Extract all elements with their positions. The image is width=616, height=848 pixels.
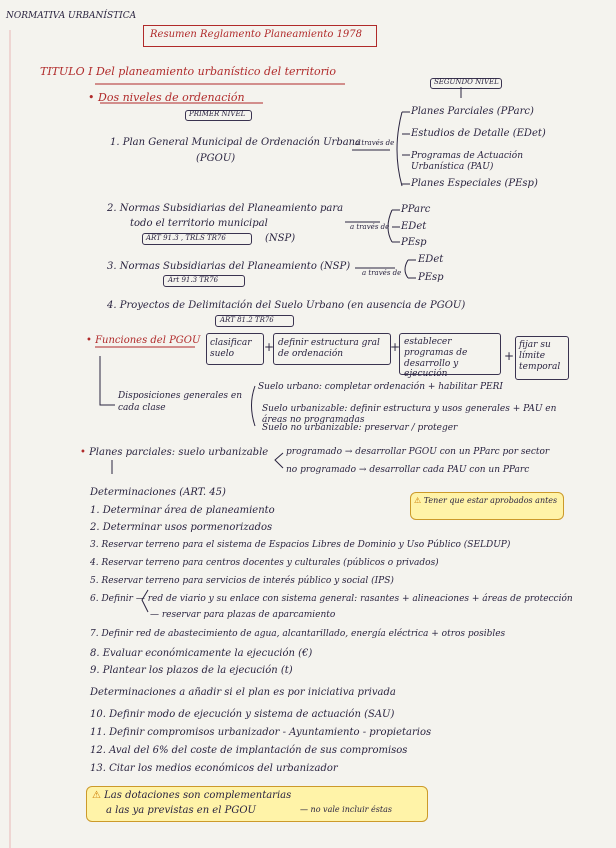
segundo-item-4: Planes Especiales (PEsp) [411,178,538,189]
bullet-dot-icon: • [86,335,96,346]
warning-extra: — no vale incluir éstas [300,805,392,814]
nsp-subtitle: todo el territorio municipal [130,218,268,229]
nsp-abbr: (NSP) [265,233,296,244]
det-item-7: 7. Definir red de abastecimiento de agua, alcantarillado, energía eléctrica + otros posibles [90,629,506,639]
nsp3-art: Art 91.3 TR76 [168,276,219,284]
funcion-2: definir estructura gral de ordenación [278,338,380,360]
determinaciones-heading: Determinaciones (ART. 45) [90,487,226,498]
planes-parciales-heading: • Planes parciales: suelo urbanizable [80,447,269,458]
funcion-3: establecer programas de desarrollo y ejecución [404,337,468,380]
psdu-art: ART 81.2 TR76 [220,316,274,324]
nsp3-target-2: PEsp [418,272,444,283]
funciones-heading: • Funciones del PGOU [86,335,201,346]
nsp-target-1: PParc [401,204,431,215]
titulo-heading: TITULO I Del planeamiento urbanístico del territorio [40,65,337,78]
nsp-target-2: EDet [401,221,427,232]
warning-line-2: a las ya previstas en el PGOU [106,805,256,816]
ini-item-10: 10. Definir modo de ejecución y sistema de actuación (SAU) [90,709,395,720]
iniciativa-heading: Determinaciones a añadir si el plan es por iniciativa privada [90,687,396,698]
nsp3-title: 3. Normas Subsidiarias del Planeamiento (NSP) [107,261,351,272]
determinaciones-note-text: ⚠ Tener que estar aprobados antes [414,496,558,505]
disposicion-2: Suelo urbanizable: definir estructura y usos generales + PAU en áreas no programadas [262,404,557,426]
bullet-dot-icon: • [80,447,90,458]
det-item-4: 4. Reservar terreno para centros docentes y culturales (públicos o privados) [90,558,439,568]
a-traves-2: a través de [350,223,390,231]
plus-1: + [264,340,275,354]
a-traves-1: a través de [355,139,395,147]
funcion-4: fijar su límite temporal [519,340,561,372]
nsp-title: 2. Normas Subsidiarias del Planeamiento para [107,203,344,214]
subject-header: NORMATIVA URBANÍSTICA [6,11,137,21]
pgou-abbr: (PGOU) [196,153,236,164]
psdu-title: 4. Proyectos de Delimitación del Suelo Urbano (en ausencia de PGOU) [107,300,466,311]
disposicion-1: Suelo urbano: completar ordenación + habilitar PERI [258,382,503,392]
bullet-dot-icon: • [88,91,98,104]
no-programado-line: no programado → desarrollar cada PAU con un PParc [286,465,530,475]
det-item-2: 2. Determinar usos pormenorizados [90,522,273,533]
primer-nivel-label: PRIMER NIVEL [189,110,246,118]
ini-item-12: 12. Aval del 6% del coste de implantación de sus compromisos [90,745,408,756]
disposicion-3: Suelo no urbanizable: preservar / proteger [262,423,458,433]
det-item-6: 6. Definir — red de viario y su enlace con sistema general: rasantes + alineaciones + áreas de protección [90,594,573,604]
warning-line-1: ⚠ Las dotaciones son complementarias [92,790,292,801]
programado-line: programado → desarrollar PGOU con un PParc por sector [286,447,550,457]
arrow-icon: — [300,805,311,814]
nsp-target-3: PEsp [401,237,427,248]
doc-title: Resumen Reglamento Planeamiento 1978 [150,29,363,40]
warning-icon: ⚠ [92,790,105,801]
nsp-art: ART 91.3 , TRLS TR76 [146,234,226,242]
disposiciones-label: Disposiciones generales en cada clase [118,391,243,413]
segundo-item-1: Planes Parciales (PParc) [411,106,534,117]
ini-item-13: 13. Citar los medios económicos del urbanizador [90,763,338,774]
det-item-8: 8. Evaluar económicamente la ejecución (€) [90,648,313,659]
det-item-3: 3. Reservar terreno para el sistema de Espacios Libres de Dominio y Uso Público (SELDUP) [90,540,511,550]
det-item-1: 1. Determinar área de planeamiento [90,505,275,516]
warning-icon: ⚠ [414,496,424,505]
det-item-6b: — reservar para plazas de aparcamiento [150,610,336,620]
niveles-heading: • Dos niveles de ordenación [88,91,245,104]
det-item-9: 9. Plantear los plazos de la ejecución (t) [90,665,293,676]
ini-item-11: 11. Definir compromisos urbanizador - Ayuntamiento - propietarios [90,727,432,738]
segundo-item-2: Estudios de Detalle (EDet) [411,128,546,139]
plus-2: + [390,340,401,354]
funcion-1: clasificar suelo [210,338,252,360]
segundo-nivel-label: SEGUNDO NIVEL [434,78,499,86]
det-item-5: 5. Reservar terreno para servicios de interés público y social (IPS) [90,576,394,586]
nsp3-target-1: EDet [418,254,444,265]
plus-3: + [504,349,515,363]
segundo-item-3: Programas de Actuación Urbanística (PAU) [411,151,523,172]
a-traves-3: a través de [362,269,402,277]
pgou-title: 1. Plan General Municipal de Ordenación Urbana [110,137,362,148]
